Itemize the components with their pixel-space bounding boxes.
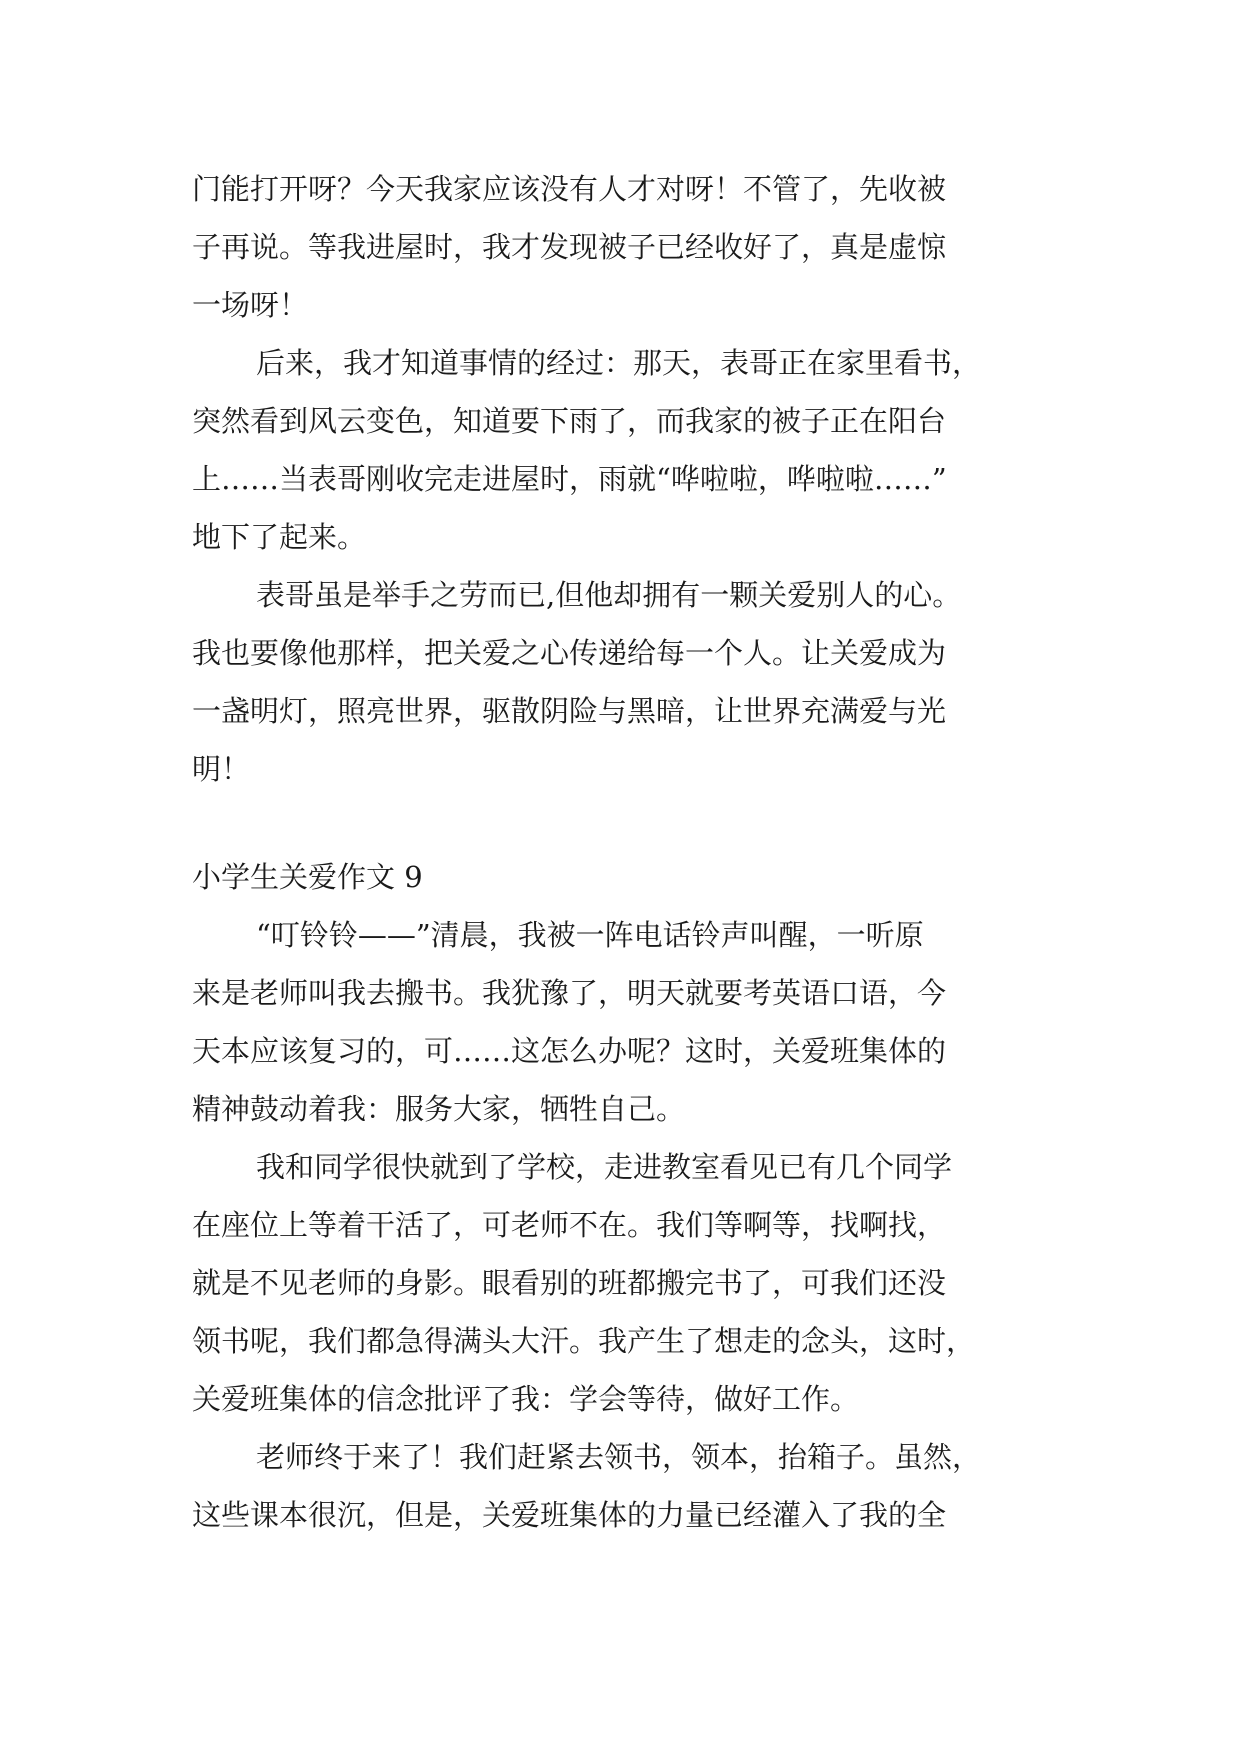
text-line: 门能打开呀？今天我家应该没有人才对呀！不管了，先收被	[192, 172, 947, 206]
text-line: 就是不见老师的身影。眼看别的班都搬完书了，可我们还没	[192, 1266, 947, 1300]
paragraph-continuation	[192, 160, 1052, 334]
text-line: 后来，我才知道事情的经过：那天，表哥正在家里看书，	[256, 346, 982, 380]
text-line: 表哥虽是举手之劳而已,但他却拥有一颗关爱别人的心。	[256, 578, 962, 612]
text-line: 一盏明灯，照亮世界，驱散阴险与黑暗，让世界充满爱与光	[192, 694, 947, 728]
text-line: 领书呢，我们都急得满头大汗。我产生了想走的念头，这时，	[192, 1324, 976, 1358]
text-line: 我也要像他那样，把关爱之心传递给每一个人。让关爱成为	[192, 636, 947, 670]
text-line: 子再说。等我进屋时，我才发现被子已经收好了，真是虚惊	[192, 230, 947, 264]
text-line: 我和同学很快就到了学校，走进教室看见已有几个同学	[256, 1150, 953, 1184]
text-line: 这些课本很沉，但是，关爱班集体的力量已经灌入了我的全	[192, 1498, 947, 1532]
paragraph-school	[192, 1138, 1052, 1428]
paragraph-later	[192, 334, 1052, 566]
text-line: 关爱班集体的信念批评了我：学会等待，做好工作。	[192, 1382, 860, 1416]
text-line: 老师终于来了！我们赶紧去领书，领本，抬箱子。虽然，	[256, 1440, 982, 1474]
text-line: 天本应该复习的，可……这怎么办呢？这时，关爱班集体的	[192, 1034, 947, 1068]
text-line: 来是老师叫我去搬书。我犹豫了，明天就要考英语口语，今	[192, 976, 947, 1010]
paragraph-cousin	[192, 566, 1052, 798]
text-line: 上……当表哥刚收完走进屋时，雨就“哗啦啦，哗啦啦……”	[192, 462, 947, 496]
text-line: “叮铃铃——”清晨，我被一阵电话铃声叫醒，一听原	[256, 918, 924, 952]
text-line: 一场呀！	[192, 288, 309, 322]
text-line: 突然看到风云变色，知道要下雨了，而我家的被子正在阳台	[192, 404, 947, 438]
text-line: 明！	[192, 752, 251, 786]
text-line: 地下了起来。	[192, 520, 367, 554]
section-title: 小学生关爱作文 9	[192, 860, 423, 894]
section-gap	[192, 798, 1052, 848]
text-line: 精神鼓动着我：服务大家，牺牲自己。	[192, 1092, 686, 1126]
paragraph-teacher	[192, 1428, 1052, 1544]
paragraph-phone	[192, 906, 1052, 1138]
document-body	[192, 160, 1052, 1544]
text-line: 在座位上等着干活了，可老师不在。我们等啊等，找啊找，	[192, 1208, 947, 1242]
